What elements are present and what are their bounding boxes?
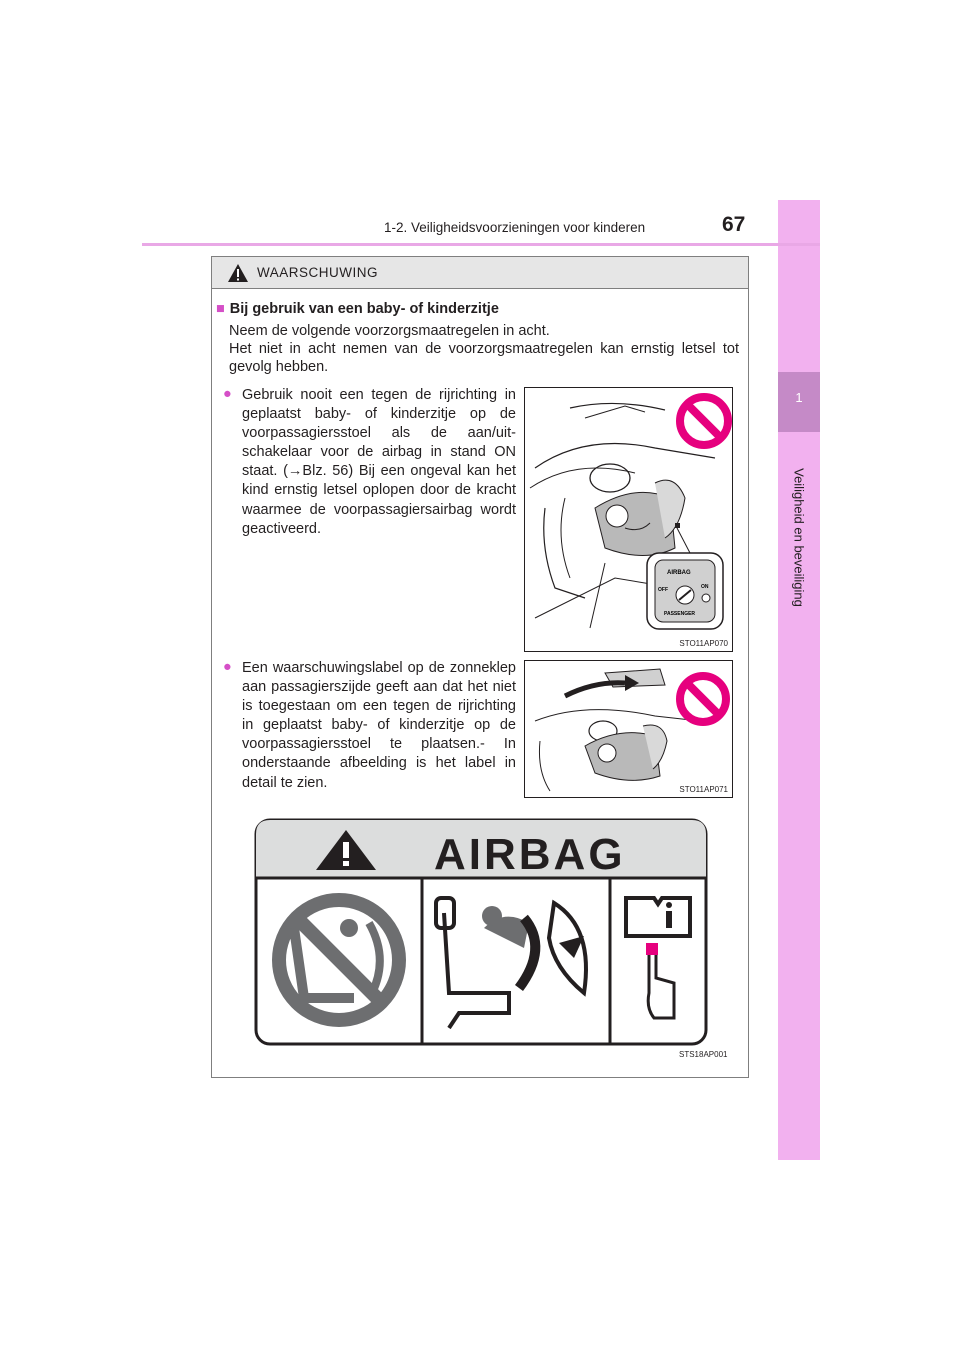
bullet-dot-icon: ●	[223, 386, 232, 402]
figure-code: STO11AP070	[679, 639, 728, 648]
sub-heading-text: Bij gebruik van een baby- of kinderzitje	[229, 301, 499, 317]
intro-line-1: Neem de volgende voorzorgsmaatregelen in acht.	[229, 323, 550, 339]
warning-header	[212, 257, 748, 289]
switch-on-label: ON	[701, 584, 709, 590]
chapter-side-tab	[778, 200, 820, 1160]
bullet-text-2: Een waarschuwingslabel op de zonneklep aan passagierszijde geeft aan dat het niet is toegestaan om een tegen de rijrichting in geplaatst baby- of kinderzitje op de voorpassagiersstoel te plaatsen.- In onderstaande afbeelding is het label in detail te zien.	[242, 660, 516, 791]
page-number: 67	[722, 213, 746, 236]
figure-code: STO11AP071	[679, 785, 728, 794]
switch-airbag-label: AIRBAG	[667, 570, 691, 576]
chapter-number: 1	[795, 390, 803, 405]
switch-off-label: OFF	[658, 587, 668, 593]
warning-sub-heading	[216, 301, 499, 317]
bullet-text-1: Gebruik nooit een tegen de rijrichting in geplaatst baby- of kinderzitje op de voorpassagiersstoel als de aan/uit-schakelaar voor de airbag in stand ON staat. (→Blz. 56) Bij een ongeval kan het kind ernstig letsel oplopen door de kracht waarmee de voorpassagiersairbag wordt geactiveerd.	[242, 387, 516, 537]
warning-triangle-icon	[227, 263, 249, 283]
warning-title: WAARSCHUWING	[257, 265, 378, 280]
figure-code: STS18AP001	[679, 1050, 728, 1059]
section-title: 1-2. Veiligheidsvoorzieningen voor kinderen	[384, 220, 646, 235]
header-rule	[142, 243, 820, 246]
chapter-title: Veiligheid en beveiliging	[791, 468, 807, 607]
bullet-dot-icon: ●	[223, 659, 232, 675]
sun-visor-label-figure	[524, 660, 733, 798]
switch-passenger-label: PASSENGER	[664, 611, 696, 617]
square-bullet-icon: ■	[216, 301, 225, 317]
airbag-warning-label	[254, 818, 708, 1046]
intro-line-2: Het niet in acht nemen van de voorzorgsmaatregelen kan ernstig letsel tot gevolg hebben.	[229, 341, 739, 375]
label-heading: AIRBAG	[434, 830, 626, 879]
rear-facing-seat-airbag-on-figure	[524, 387, 733, 652]
